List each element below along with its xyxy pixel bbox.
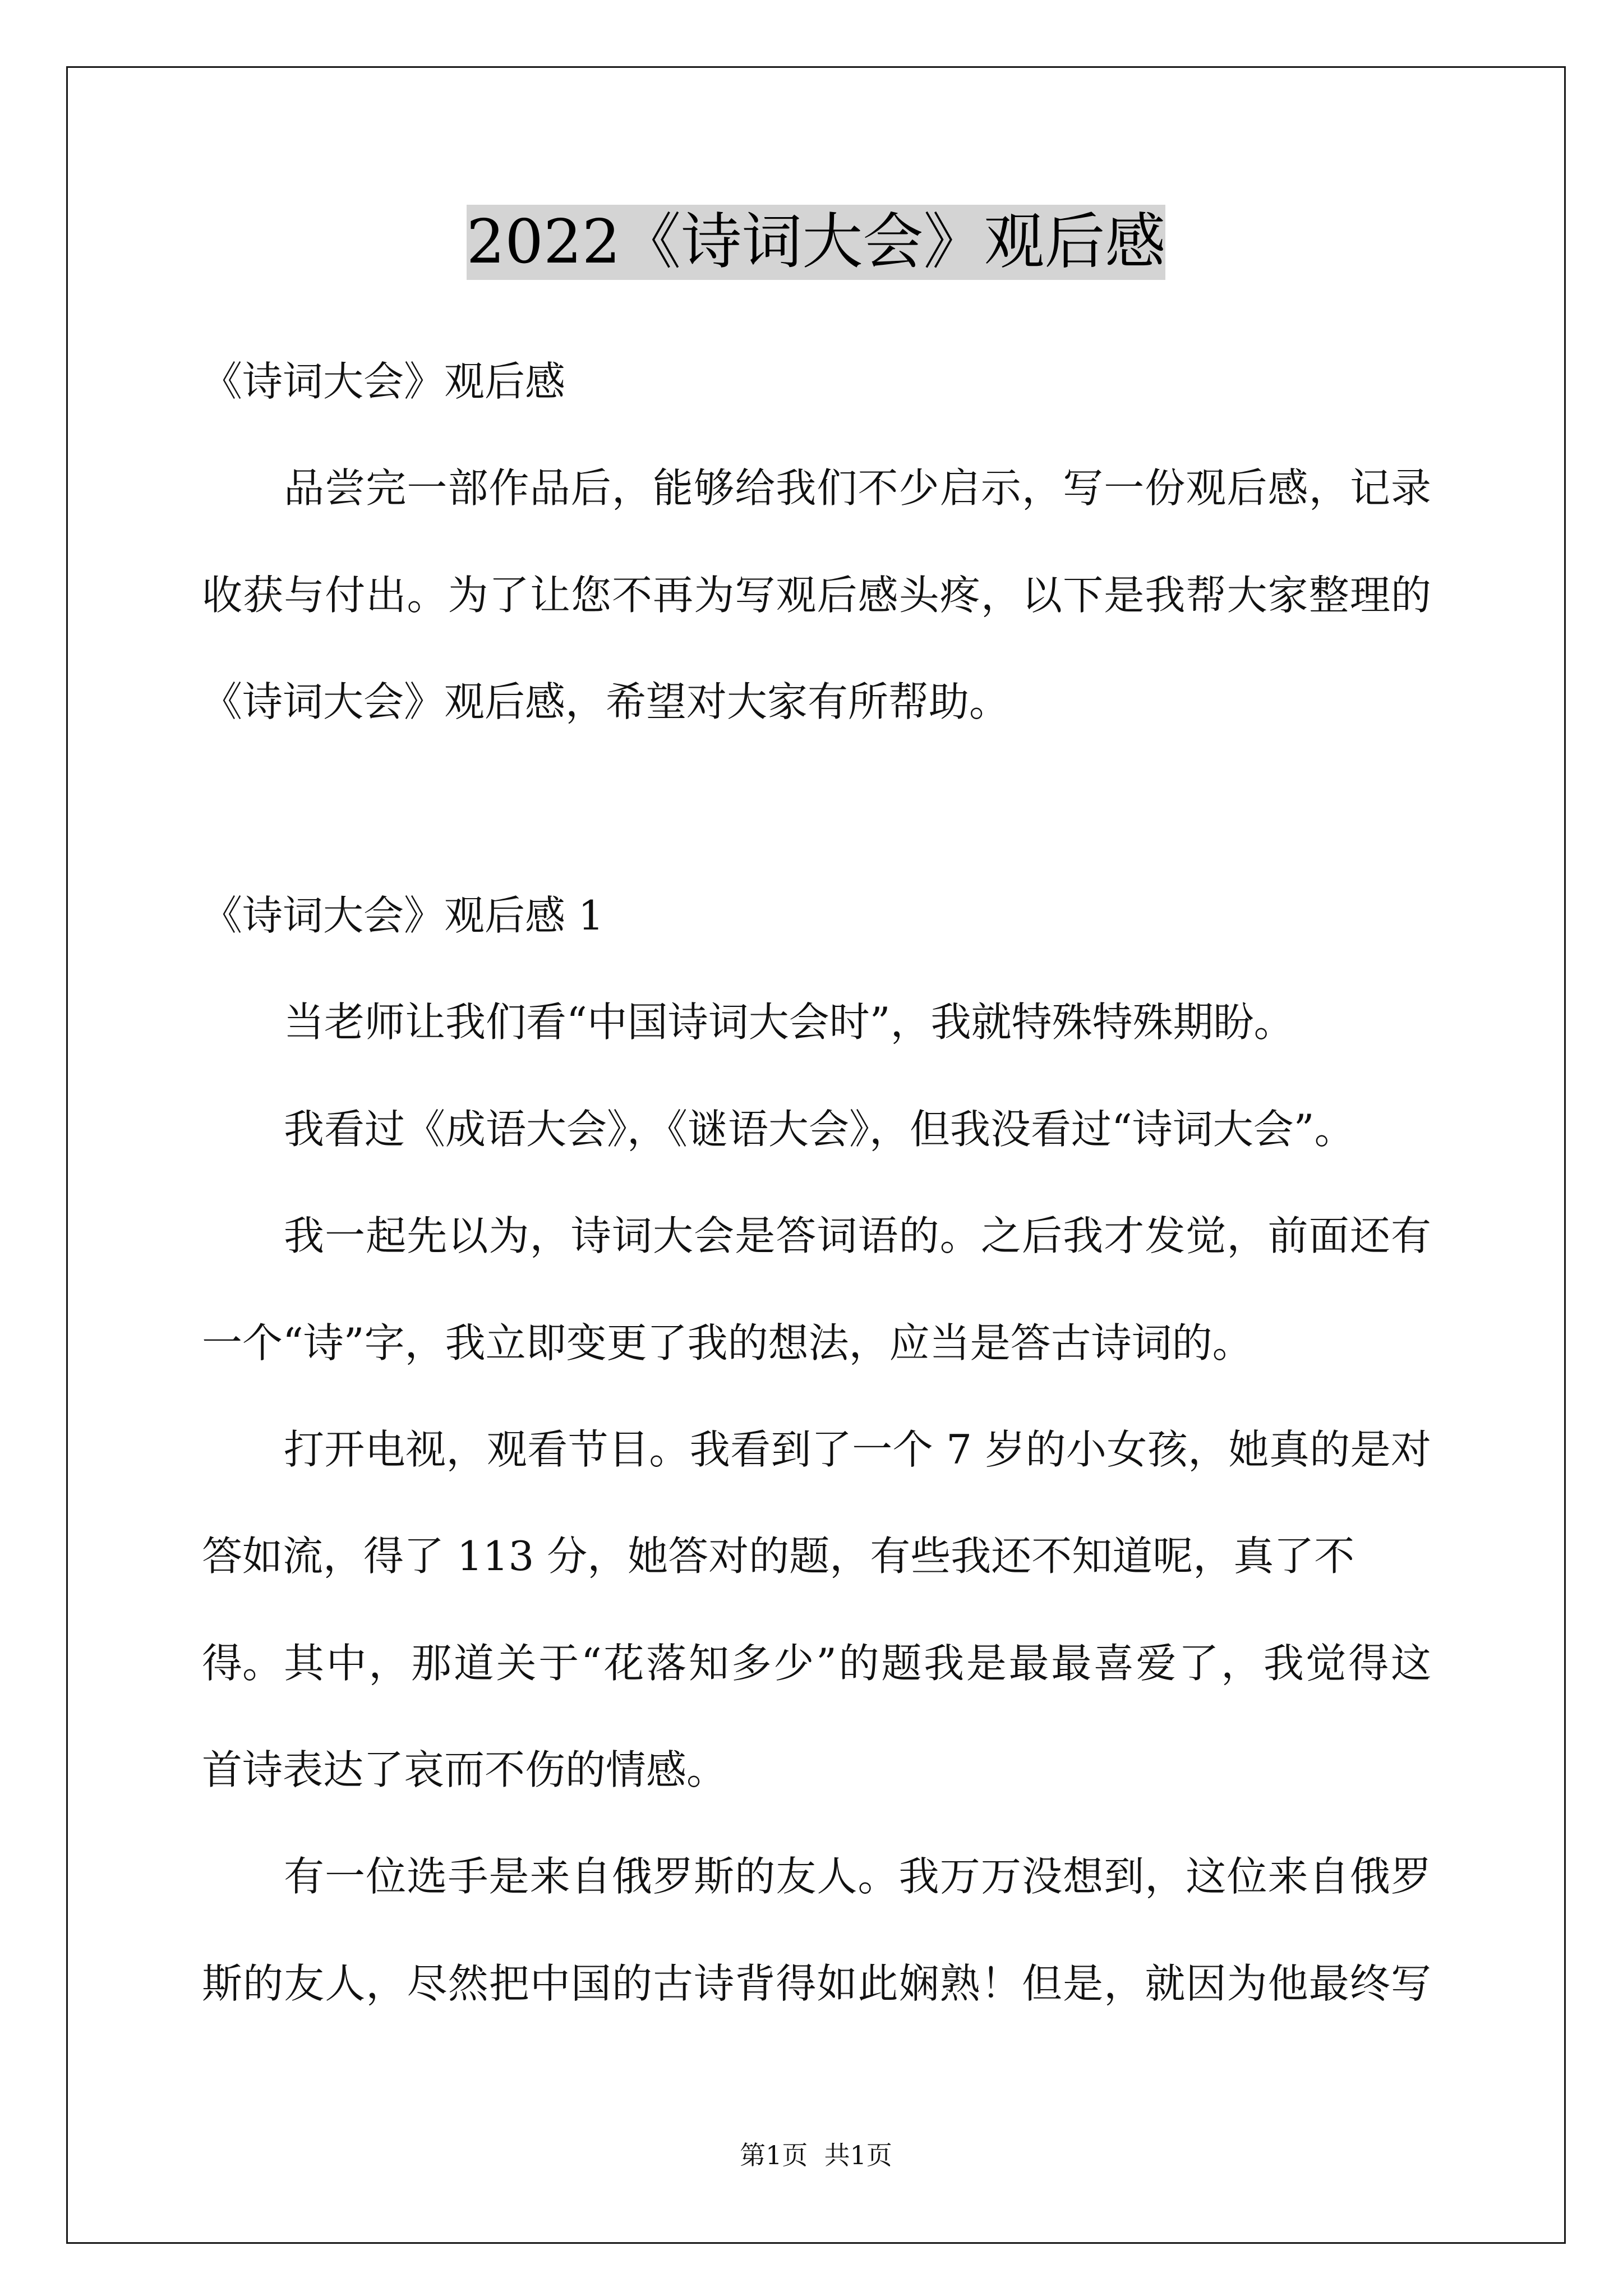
document-title bbox=[66, 205, 1566, 280]
text-line: 有一位选手是来自俄罗斯的友人。我万万没想到，这位来自俄罗 bbox=[284, 1853, 1431, 1901]
text-line: 《诗词大会》观后感，希望对大家有所帮助。 bbox=[202, 678, 1010, 726]
page-footer: 第1页 共1页 bbox=[740, 2140, 892, 2170]
text-line: 《诗词大会》观后感 bbox=[202, 358, 566, 405]
text-line: 我一起先以为，诗词大会是答词语的。之后我才发觉，前面还有 bbox=[284, 1212, 1431, 1260]
section-heading bbox=[202, 328, 1431, 435]
text-line: 其中，那道关于“花落知多少”的题我是最最喜爱了，我觉得这 bbox=[284, 1639, 1431, 1687]
paragraph bbox=[202, 1076, 1431, 1182]
paragraph bbox=[202, 1823, 1431, 2037]
paragraph bbox=[202, 1182, 1431, 1396]
blank-line bbox=[202, 756, 1431, 862]
text-line: 首诗表达了哀而不伤的情感。 bbox=[202, 1746, 727, 1794]
text-line: 我看过《成语大会》，《谜语大会》，但我没看过“诗词大会”。 bbox=[284, 1105, 1355, 1153]
text-line: 一个“诗”字，我立即变更了我的想法，应当是答古诗词的。 bbox=[202, 1319, 1253, 1366]
title-highlight: 2022《诗词大会》观后感 bbox=[467, 205, 1166, 280]
paragraph bbox=[202, 435, 1431, 755]
text-line: 《诗词大会》观后感 1 bbox=[202, 891, 604, 939]
text-line: 收获与付出。为了让您不再为写观后感头疼，以下是我帮大家整理的 bbox=[202, 571, 1431, 619]
paragraph bbox=[202, 1610, 1431, 1824]
text-line: 品尝完一部作品后，能够给我们不少启示，写一份观后感，记录 bbox=[284, 464, 1431, 512]
text-line: 当老师让我们看“中国诗词大会时”，我就特殊特殊期盼。 bbox=[284, 999, 1294, 1046]
text-line: 答如流，得了 113 分，她答对的题，有些我还不知道呢，真了不得。 bbox=[202, 1533, 1355, 1687]
paragraph bbox=[202, 969, 1431, 1075]
text-line: 斯的友人，尽然把中国的古诗背得如此娴熟！但是，就因为他最终写 bbox=[202, 1959, 1431, 2007]
document-body bbox=[202, 328, 1431, 2037]
section-heading bbox=[202, 862, 1431, 969]
text-line: 打开电视，观看节目。我看到了一个 7 岁的小女孩，她真的是对 bbox=[284, 1425, 1431, 1473]
